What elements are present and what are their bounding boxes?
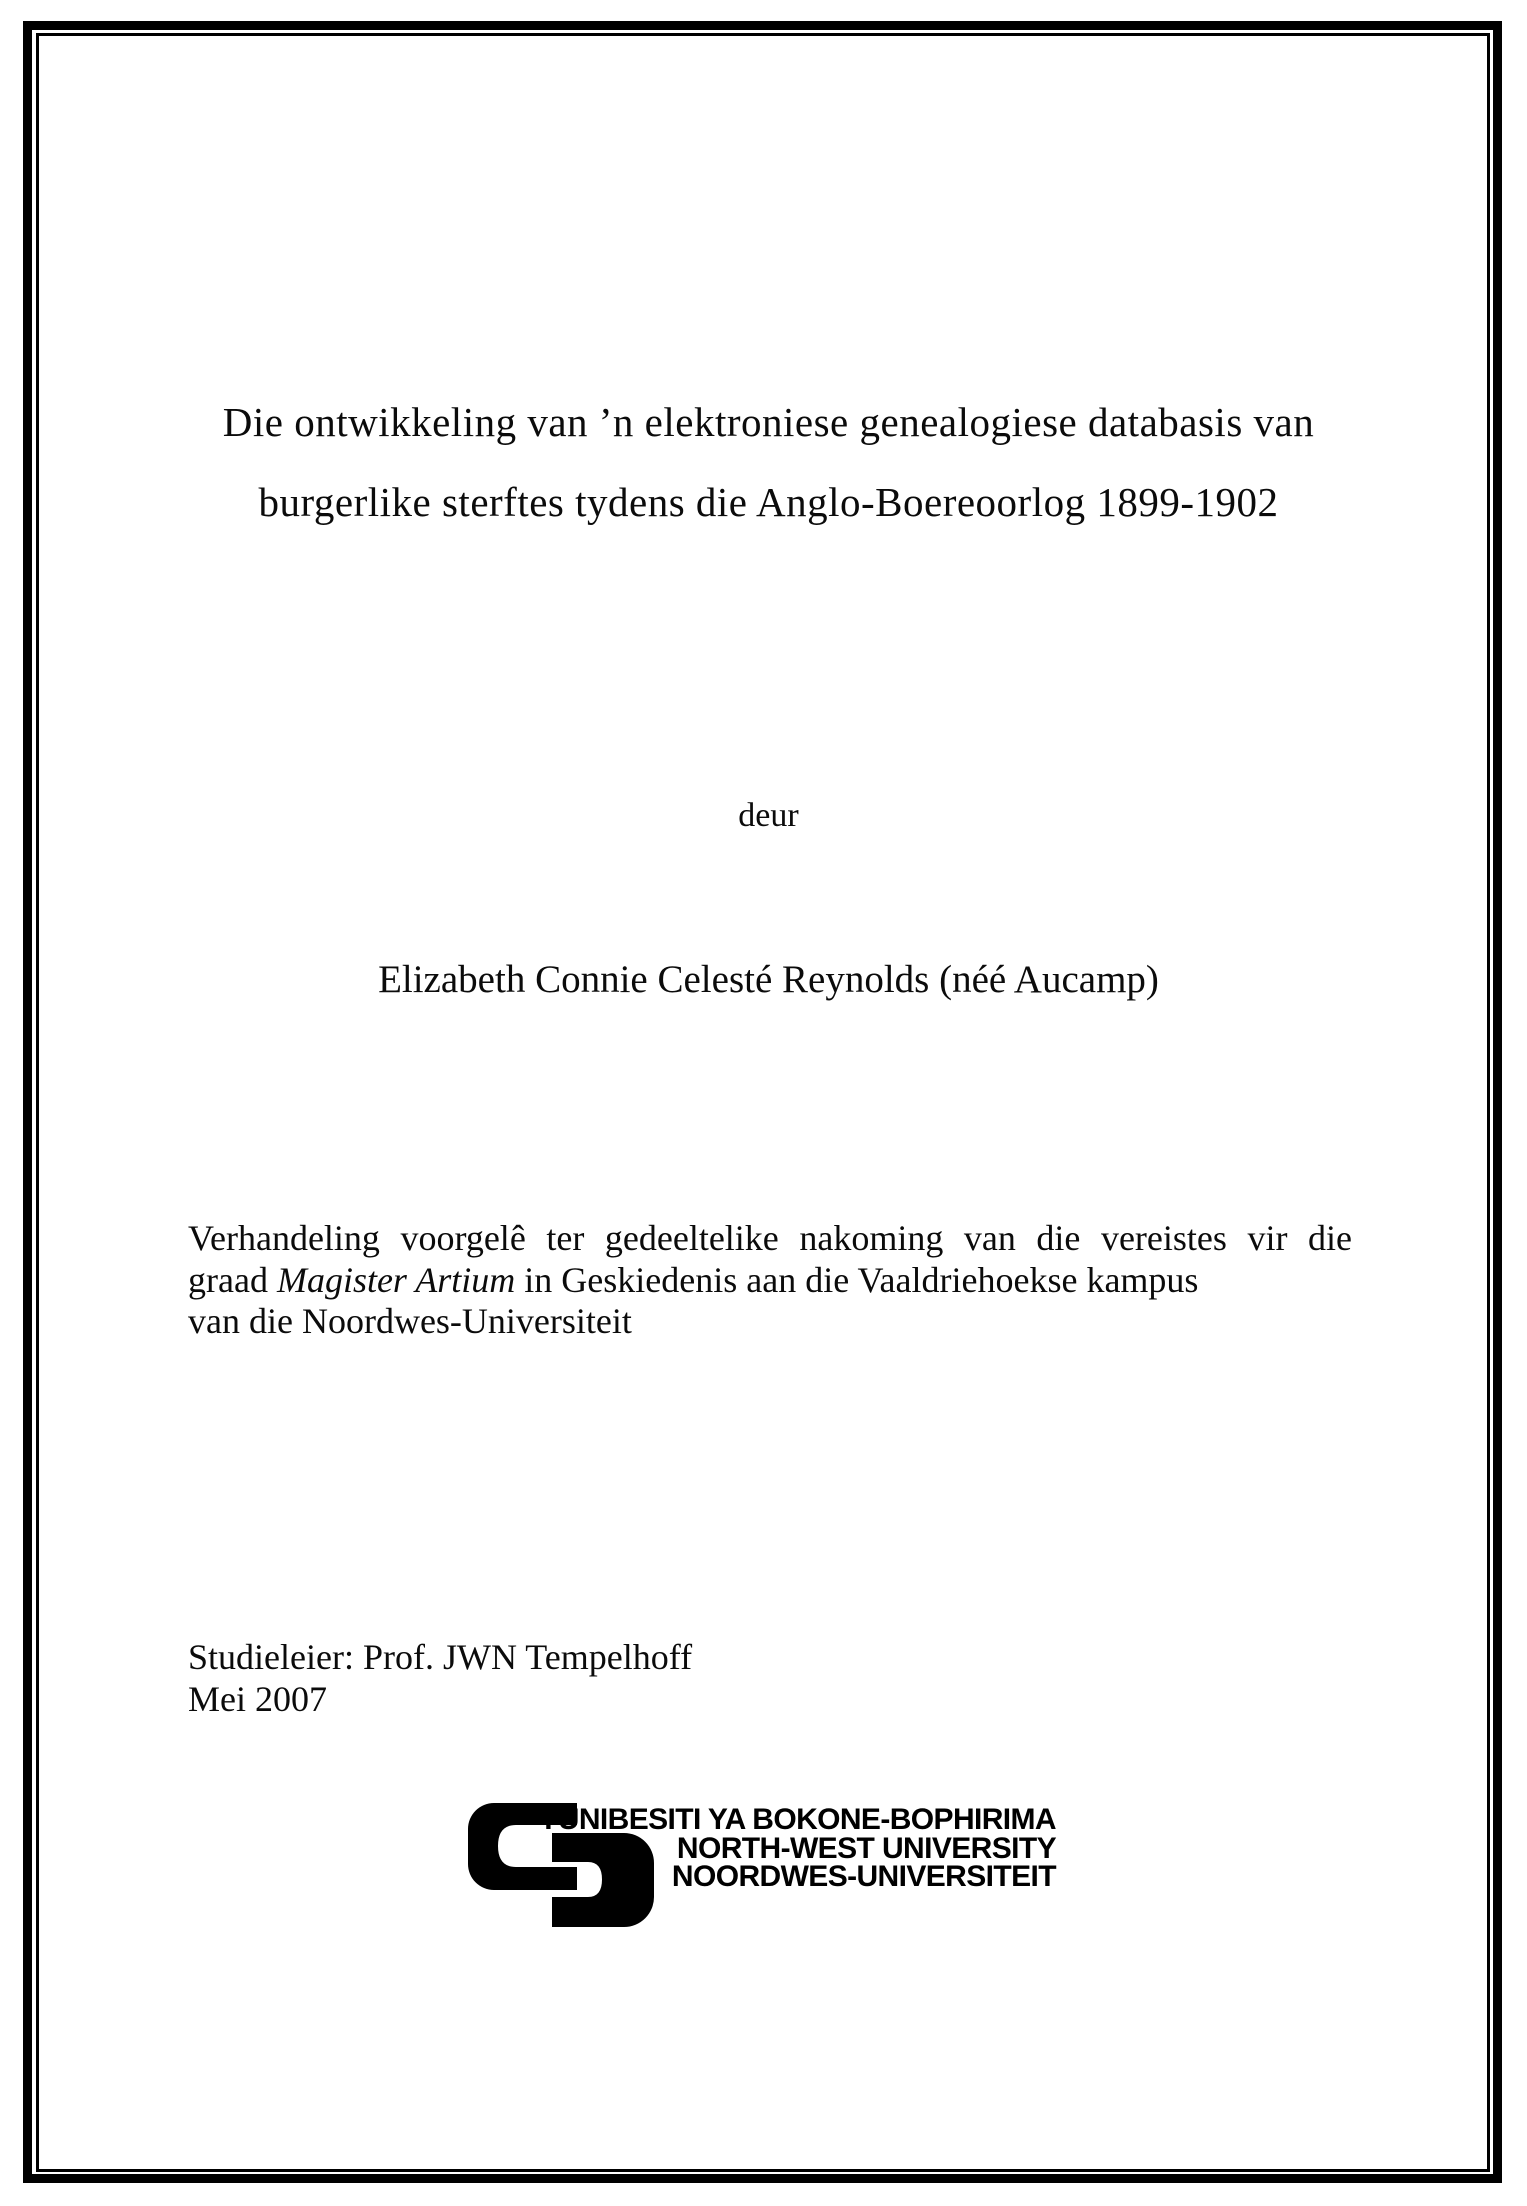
statement-line-1: Verhandeling voorgelê ter gedeeltelike nakoming van die vereistes vir die [188, 1218, 1352, 1258]
logo-line-english: NORTH-WEST UNIVERSITY [676, 1831, 1056, 1865]
author-name: Elizabeth Connie Celesté Reynolds (néé Aucamp) [378, 958, 1159, 1001]
statement-degree-name: Magister Artium [276, 1259, 516, 1300]
statement-line-3: van die Noordwes-Universiteit [188, 1301, 632, 1341]
logo-line-setswana: YUNIBESITI YA BOKONE-BOPHIRIMA [538, 1803, 1056, 1836]
date-line: Mei 2007 [188, 1679, 327, 1719]
byline: deur [738, 797, 799, 834]
university-logo-text [538, 1803, 1056, 1893]
statement-line-2-pre: graad [188, 1259, 277, 1300]
statement-line-2-post: in Geskiedenis aan die Vaaldriehoekse kampus [515, 1259, 1199, 1300]
supervisor-line: Studieleier: Prof. JWN Tempelhoff [188, 1637, 693, 1677]
title-line-2: burgerlike sterftes tydens die Anglo-Boereoorlog 1899-1902 [258, 479, 1279, 525]
title-line-1: Die ontwikkeling van ’n elektroniese genealogiese databasis van [222, 399, 1315, 445]
supervisor-block [188, 1636, 692, 1720]
thesis-title [40, 382, 1497, 542]
logo-line-afrikaans: NOORDWES-UNIVERSITEIT [671, 1860, 1056, 1893]
degree-statement [188, 1218, 1352, 1343]
statement-line-2 [188, 1260, 1352, 1302]
